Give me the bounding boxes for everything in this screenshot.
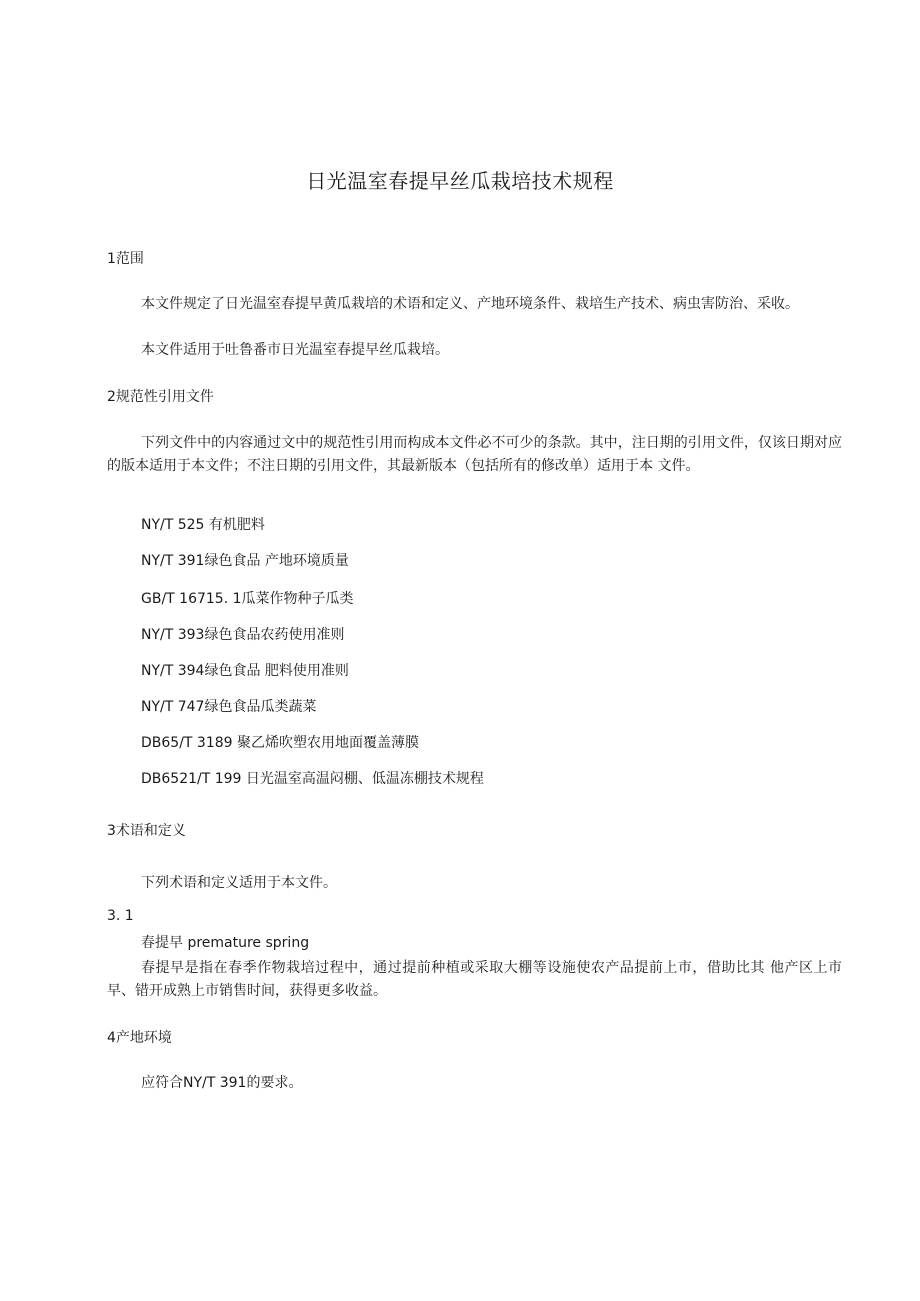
section-1-heading: 1范围 <box>107 251 144 267</box>
reference-item: DB6521/T 199 日光温室高温闷棚、低温冻棚技术规程 <box>141 771 484 787</box>
reference-item: NY/T 391绿色食品 产地环境质量 <box>141 553 349 569</box>
document-title: 日光温室春提早丝瓜栽培技术规程 <box>306 169 614 193</box>
reference-item: GB/T 16715. 1瓜菜作物种子瓜类 <box>141 591 354 607</box>
section-3-paragraph-1: 下列术语和定义适用于本文件。 <box>141 875 337 891</box>
section-2-heading: 2规范性引用文件 <box>107 389 214 405</box>
reference-item: NY/T 393绿色食品农药使用准则 <box>141 627 345 643</box>
reference-item: NY/T 525 有机肥料 <box>141 517 265 533</box>
section-3-heading: 3术语和定义 <box>107 823 186 839</box>
section-4-paragraph-1: 应符合NY/T 391的要求。 <box>141 1075 303 1091</box>
term-number: 3. 1 <box>107 908 134 924</box>
section-2-paragraph-1: 下列文件中的内容通过文中的规范性引用而构成本文件必不可少的条款。其中，注日期的引用文件，仅该日期对应的版本适用于本文件；不注日期的引用文件，其最新版本（包括所有的修改单）适用于本 文件。 <box>107 435 842 474</box>
term-definition: 春提早是指在春季作物栽培过程中，通过提前种植或采取大棚等设施使农产品提前上市，借助比其 他产区上市早、错开成熟上市销售时间，获得更多收益。 <box>107 960 842 999</box>
section-1-paragraph-1: 本文件规定了日光温室春提早黄瓜栽培的术语和定义、产地环境条件、栽培生产技术、病虫害防治、采收。 <box>141 296 799 312</box>
section-4-heading: 4产地环境 <box>107 1030 172 1046</box>
reference-item: NY/T 747绿色食品瓜类蔬菜 <box>141 699 317 715</box>
reference-item: DB65/T 3189 聚乙烯吹塑农用地面覆盖薄膜 <box>141 735 419 751</box>
reference-item: NY/T 394绿色食品 肥料使用准则 <box>141 663 349 679</box>
section-1-paragraph-2: 本文件适用于吐鲁番市日光温室春提早丝瓜栽培。 <box>141 342 449 358</box>
term-name: 春提早 premature spring <box>141 935 310 951</box>
